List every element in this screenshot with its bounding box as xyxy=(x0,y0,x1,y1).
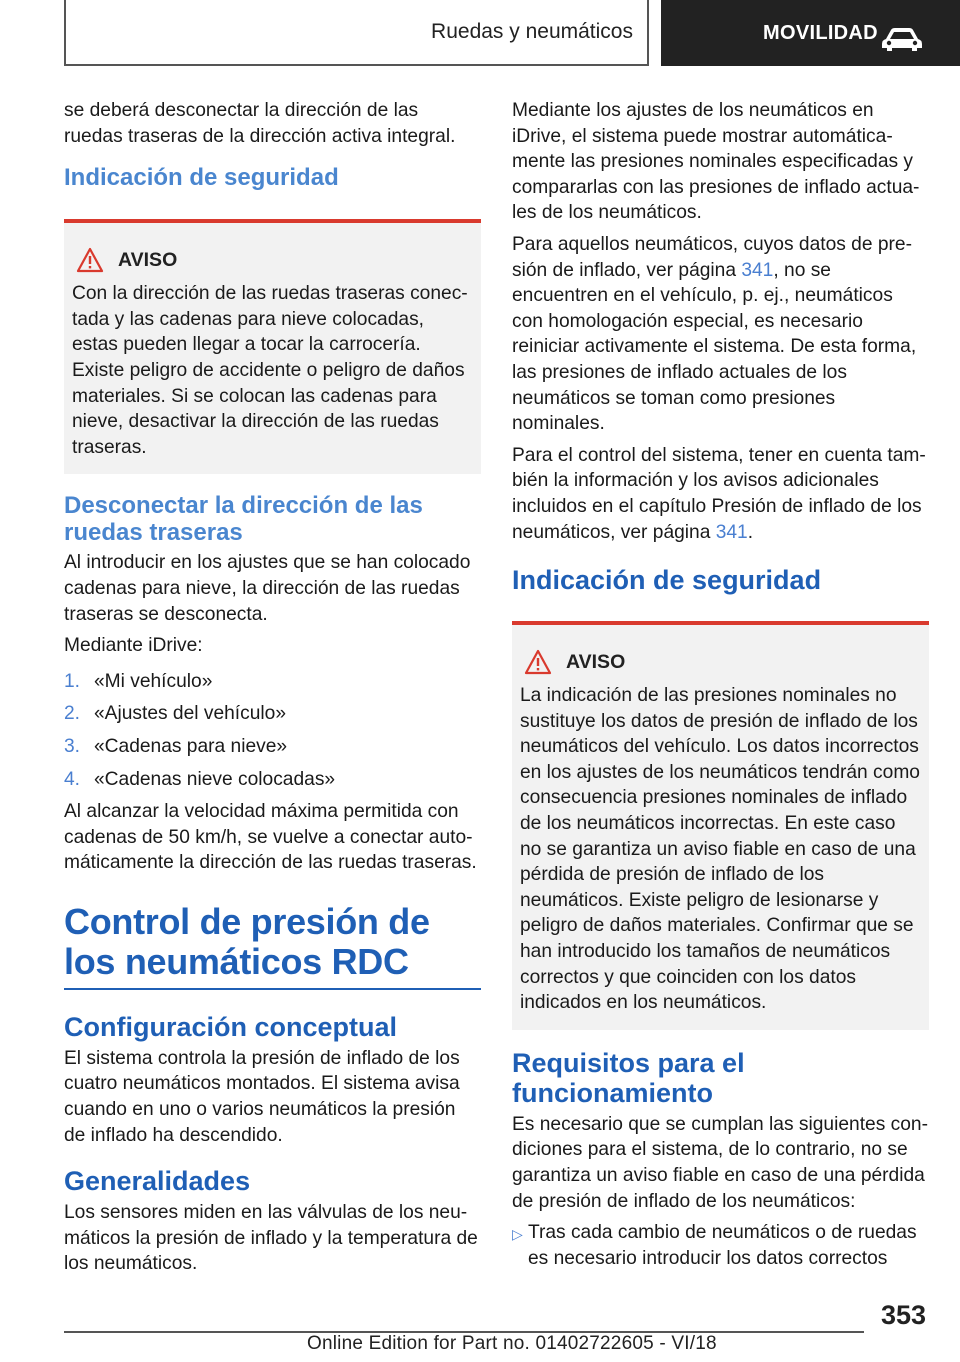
intro-paragraph: se deberá desconectar la dirección de las ruedas traseras de la dirección activa integral. xyxy=(64,100,456,147)
step-item: 3. «Cadenas para nieve» xyxy=(64,735,288,757)
settings-paragraph: Mediante los ajustes de los neumáticos en iDrive, el sistema puede mostrar automáticamente las presiones nominales especificadas y compararlas con las presiones de inflado actuales de los neumáticos. xyxy=(512,100,920,224)
warning-text: Con la dirección de las ruedas traseras conectada y las cadenas para nieve colocadas, estas pueden llegar a tocar la carrocería. Existe peligro de accidente o peligro de daños materiales. Si se colocan las cadenas para nieve, desactivar la dirección de las ruedas traseras. xyxy=(72,283,468,458)
disconnect-paragraph: Al introducir en los ajustes que se han colocado cadenas para nieve, la dirección de las ruedas traseras se desconecta. xyxy=(64,552,471,625)
general-heading: Generalidades xyxy=(64,1166,251,1197)
general-paragraph: Los sensores miden en las válvulas de los neumáticos la presión de inflado y la temperatura de los neumáticos. xyxy=(64,1202,478,1275)
chapter-title: MOVILIDAD xyxy=(763,21,878,44)
warning-label: AVISO xyxy=(118,248,178,271)
section-title: Ruedas y neumáticos xyxy=(431,20,633,43)
page-number: 353 xyxy=(880,1300,926,1330)
warning-header xyxy=(72,247,473,273)
after-steps-paragraph: Al alcanzar la velocidad máxima permitida con cadenas de 50 km/h, se vuelve a conectar automáticamente la dirección de las ruedas traseras. xyxy=(64,801,477,874)
warning-box-2 xyxy=(512,621,929,1030)
step-item: 4. «Cadenas nieve colocadas» xyxy=(64,768,336,790)
warning-label: AVISO xyxy=(566,650,626,673)
main-section-title: Control de presión de los neumáticos RDC xyxy=(64,902,481,990)
concept-paragraph: El sistema controla la presión de inflado de los cuatro neumáticos montados. El sistema avisa cuando en uno o varios neumáticos la presión de inflado ha descendido. xyxy=(64,1047,460,1146)
steps-list xyxy=(64,669,481,792)
warning-header xyxy=(520,649,921,675)
right-column xyxy=(512,98,929,1271)
list-item: ▷ Tras cada cambio de neumáticos o de ruedas es necesario introducir los datos correctos xyxy=(512,1220,929,1271)
warning-text: La indicación de las presiones nominales no sustituye los datos de presión de inflado de los neumáticos del vehículo. Los datos incorrectos en los ajustes de los neumáticos tendrán como consecuencia presiones nominales de inflado de los neumáticos incorrectas. En este caso no se garantiza un aviso fiable en caso de una pérdida de presión de inflado de los neumáticos. Existe peligro de lesionarse y peligro de daños materiales. Confirmar que se han introducido los tamaños de neumáticos correctos y que coinciden con los datos indicados en los neumáticos. xyxy=(520,685,920,1014)
bullet-arrow-icon: ▷ xyxy=(512,1226,523,1243)
safety-heading-right: Indicación de seguridad xyxy=(512,565,822,596)
left-column xyxy=(64,98,481,1283)
idrive-paragraph: Mediante iDrive: xyxy=(64,635,203,657)
requirements-paragraph: Es necesario que se cumplan las siguientes condiciones para el sistema, de lo contrario, no se garantiza un aviso fiable en caso de una pérdida de presión de inflado de los neumáticos: xyxy=(512,1113,928,1212)
requirements-list xyxy=(512,1220,929,1271)
disconnect-heading: Desconectar la dirección de las ruedas traseras xyxy=(64,492,423,547)
page-ref-link[interactable]: 341 xyxy=(715,521,748,543)
control-paragraph: Para el control del sistema, tener en cuenta también la información y los avisos adicionales incluidos en el capítulo Presión de inflado de los neumáticos, ver página 341. xyxy=(512,444,926,543)
step-item: 2. «Ajustes del vehículo» xyxy=(64,703,286,725)
warning-box-1 xyxy=(64,219,481,474)
reset-paragraph: Para aquellos neumáticos, cuyos datos de presión de inflado, ver página 341, no se encuentren en el vehículo, p. ej., neumáticos con homologación especial, es necesario reiniciar activamente el sistema. De esta forma, las presiones de inflado actuales de los neumáticos se toman como presiones nominales. xyxy=(512,233,917,435)
warning-triangle-icon xyxy=(76,247,104,273)
requirements-heading: Requisitos para el funcionamiento xyxy=(512,1047,745,1108)
warning-triangle-icon xyxy=(524,649,552,675)
page-ref-link[interactable]: 341 xyxy=(741,259,774,281)
concept-heading: Configuración conceptual xyxy=(64,1011,398,1042)
step-item: 1. «Mi vehículo» xyxy=(64,670,213,692)
page-header xyxy=(0,0,960,66)
edition-note: Online Edition for Part no. 01402722605 - VI/18 xyxy=(307,1333,717,1354)
car-icon xyxy=(880,27,924,53)
safety-heading-left: Indicación de seguridad xyxy=(64,164,339,192)
chapter-tab xyxy=(661,0,960,66)
section-tab xyxy=(64,0,649,66)
